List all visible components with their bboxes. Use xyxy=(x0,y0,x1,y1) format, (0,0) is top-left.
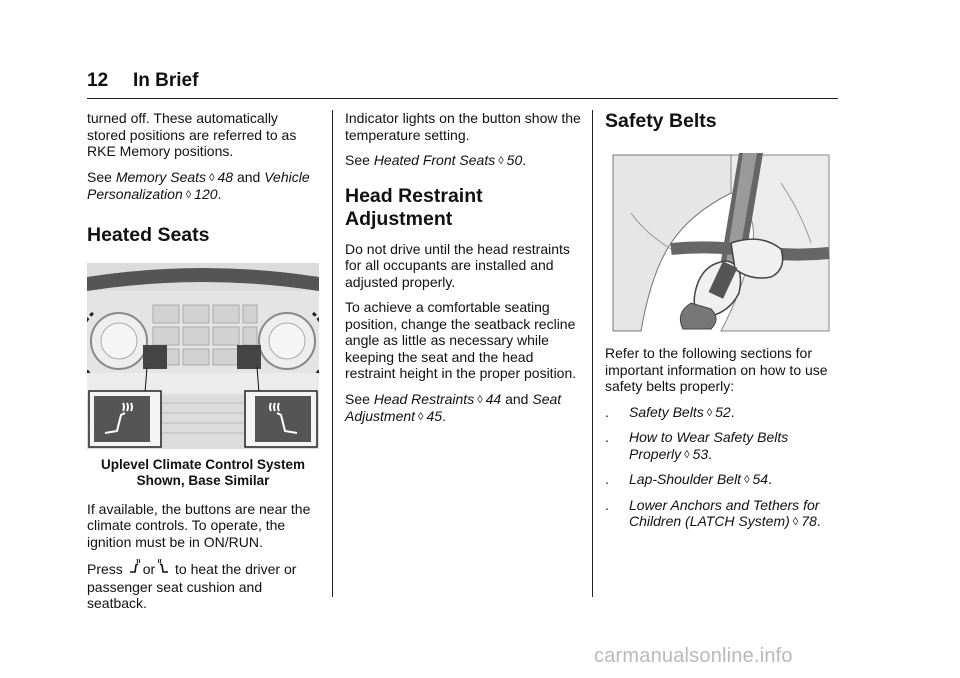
safety-belt-figure xyxy=(611,153,831,333)
column-1 xyxy=(87,110,319,621)
safety-belts-heading: Safety Belts xyxy=(605,110,717,132)
heated-seats-press-instruction: Press or to heat the driver or passenger seat cushion and seatback. xyxy=(87,561,297,611)
heated-seat-passenger-icon xyxy=(157,559,169,579)
xref-page[interactable]: 44 xyxy=(485,390,502,407)
bullet-marker: . xyxy=(605,496,609,513)
xref-page[interactable]: 48 xyxy=(217,168,234,185)
climate-control-figure xyxy=(87,263,319,449)
safety-belt-illustration xyxy=(611,153,831,333)
xref-seat-adjustment[interactable]: Seat Adjustment xyxy=(345,390,562,424)
xref-page[interactable]: 45 xyxy=(426,408,443,424)
xref-head-restraints[interactable]: Head Restraints xyxy=(373,390,475,407)
page-ref-icon: ◊ xyxy=(792,516,799,528)
page-ref-icon: ◊ xyxy=(684,448,690,461)
safety-belts-intro: Refer to the following sections for important information on how to use safety belts properly: xyxy=(605,345,828,394)
page-ref-icon: ◊ xyxy=(477,393,483,406)
page-ref-icon: ◊ xyxy=(209,171,215,184)
column-divider-2 xyxy=(592,110,593,597)
head-restraint-see-also: See Head Restraints ◊ 44 and Seat Adjustment ◊ 45. xyxy=(345,390,562,424)
memory-see-also: See Memory Seats ◊ 48 and Vehicle Personalization ◊ 120. xyxy=(87,168,310,202)
xref-page[interactable]: 50 xyxy=(506,152,523,168)
watermark: carmanualsonline.info xyxy=(594,645,793,667)
page-ref-icon: ◊ xyxy=(744,474,750,486)
bullet-marker: . xyxy=(605,403,609,420)
xref-how-to-wear[interactable]: How to Wear Safety Belts Properly xyxy=(629,429,789,462)
header-rule xyxy=(87,98,838,99)
heated-seat-driver-icon xyxy=(129,559,141,579)
xref-page[interactable]: 120 xyxy=(194,186,218,202)
xref-heated-front-seats[interactable]: Heated Front Seats xyxy=(373,152,496,168)
head-restraint-paragraph-1: Do not drive until the head restraints for all occupants are installed and adjusted properly. xyxy=(345,240,570,290)
list-item: . Lap-Shoulder Belt ◊ 54. xyxy=(605,471,772,487)
page-ref-icon: ◊ xyxy=(498,155,504,167)
xref-page[interactable]: 54 xyxy=(752,471,769,487)
page-ref-icon: ◊ xyxy=(706,406,713,419)
figure-caption: Uplevel Climate Control System Shown, Base Similar xyxy=(100,456,306,488)
xref-lap-shoulder-belt[interactable]: Lap-Shoulder Belt xyxy=(629,471,742,487)
column-divider-1 xyxy=(332,110,333,597)
list-item: . Safety Belts ◊ 52. xyxy=(605,403,735,420)
column-2 xyxy=(345,110,581,435)
head-restraint-paragraph-2: To achieve a comfortable seating position, change the seatback recline angle as little as necessary while keeping the seat and the head restraint height in the proper position. xyxy=(345,299,577,381)
xref-page[interactable]: 78 xyxy=(801,513,817,529)
column-3 xyxy=(605,110,837,539)
intro-paragraph: turned off. These automatically stored positions are referred to as RKE Memory positions. xyxy=(87,110,297,159)
page-ref-icon: ◊ xyxy=(418,411,424,423)
xref-latch[interactable]: Lower Anchors and Tethers for Children (LATCH System) xyxy=(629,496,820,529)
page-ref-icon: ◊ xyxy=(185,189,192,201)
climate-control-illustration xyxy=(87,263,319,449)
list-item: . Lower Anchors and Tethers for Children (LATCH System) ◊ 78. xyxy=(605,496,821,529)
indicator-paragraph: Indicator lights on the button show the temperature setting. xyxy=(345,110,581,143)
head-restraint-heading: Head Restraint Adjustment xyxy=(345,184,483,230)
page-number: 12 xyxy=(87,70,109,91)
xref-page[interactable]: 53 xyxy=(692,445,709,462)
xref-vehicle-personalization[interactable]: Vehicle Personalization xyxy=(87,168,310,202)
bullet-marker: . xyxy=(605,429,609,445)
section-title: In Brief xyxy=(133,70,199,91)
xref-safety-belts[interactable]: Safety Belts xyxy=(629,403,704,420)
heated-front-seats-see-also: See Heated Front Seats ◊ 50. xyxy=(345,152,527,168)
list-item: . How to Wear Safety Belts Properly ◊ 53. xyxy=(605,429,789,462)
page-header xyxy=(87,70,838,92)
bullet-marker: . xyxy=(605,471,609,487)
heated-seats-heading: Heated Seats xyxy=(87,223,210,246)
xref-memory-seats[interactable]: Memory Seats xyxy=(115,168,207,185)
heated-seats-paragraph: If available, the buttons are near the climate controls. To operate, the ignition must be in ON/RUN. xyxy=(87,500,311,550)
xref-page[interactable]: 52 xyxy=(715,403,731,420)
